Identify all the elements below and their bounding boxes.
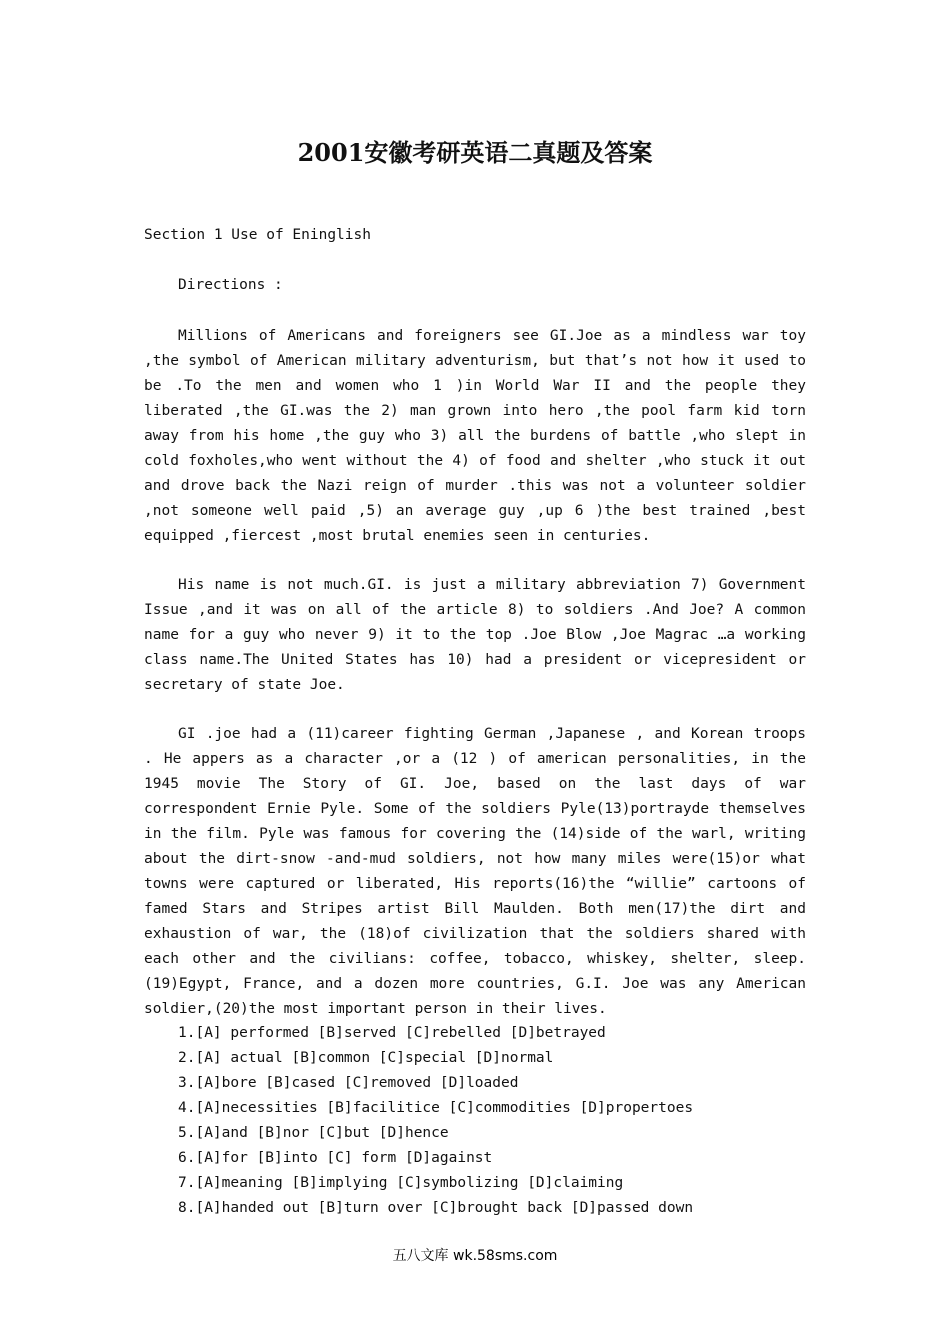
option-item-7: 7.[A]meaning [B]implying [C]symbolizing [D]claiming (178, 1175, 624, 1191)
directions-label: Directions : (178, 277, 283, 293)
passage-paragraph-1: Millions of Americans and foreigners see GI.Joe as a mindless war toy ,the symbol of American military adventurism, but that’s not how it used to be .To the men and women who 1 )in World War II and the people they liberated ,the GI.was the 2) man grown into hero ,the pool farm kid torn away from his home ,the guy who 3) all the burdens of battle ,who slept in cold foxholes,who went without the 4) of food and shelter ,who stuck it out and drove back the Nazi reign of murder .this was not a volunteer soldier ,not someone well paid ,5) an average guy ,up 6 )the best trained ,best equipped ,fiercest ,most brutal enemies seen in centuries. (144, 328, 806, 544)
option-item-5: 5.[A]and [B]nor [C]but [D]hence (178, 1125, 449, 1141)
option-item-6: 6.[A]for [B]into [C] form [D]against (178, 1150, 493, 1166)
answer-options-list (178, 1021, 693, 1221)
passage-paragraph-3: GI .joe had a (11)career fighting German ,Japanese , and Korean troops . He appers as a character ,or a (12 ) of american personalities, in the 1945 movie The Story of GI. Joe, based on the last days of war correspondent Ernie Pyle. Some of the soldiers Pyle(13)portrayde themselves in the film. Pyle was famous for covering the (14)side of the warl, writing about the dirt-snow -and-mud soldiers, not how many miles were(15)or what towns were captured or liberated, His reports(16)the “willie” cartoons of famed Stars and Stripes artist Bill Maulden. Both men(17)the dirt and exhaustion of war, the (18)of civilization that the soldiers shared with each other and the civilians: coffee, tobacco, whiskey, shelter, sleep. (19)Egypt, France, and a dozen more countries, G.I. Joe was any American soldier,(20)the most important person in their lives. (144, 726, 806, 1017)
passage-paragraph-2: His name is not much.GI. is just a military abbreviation 7) Government Issue ,and it was on all of the article 8) to soldiers .And Joe? A common name for a guy who never 9) it to the top .Joe Blow ,Joe Magrac …a working class name.The United States has 10) had a president or vicepresident or secretary of state Joe. (144, 577, 806, 693)
page-footer-watermark: 五八文库 wk.58sms.com (392, 1248, 558, 1264)
page-title: 2001安徽考研英语二真题及答案 (297, 138, 653, 167)
option-item-4: 4.[A]necessities [B]facilitice [C]commodities [D]propertoes (178, 1100, 694, 1116)
section-heading: Section 1 Use of Eninglish (144, 227, 371, 243)
option-item-3: 3.[A]bore [B]cased [C]removed [D]loaded (178, 1075, 519, 1091)
option-item-8: 8.[A]handed out [B]turn over [C]brought back [D]passed down (178, 1200, 694, 1216)
option-item-2: 2.[A] actual [B]common [C]special [D]normal (178, 1050, 554, 1066)
option-item-1: 1.[A] performed [B]served [C]rebelled [D]betrayed (178, 1025, 606, 1041)
